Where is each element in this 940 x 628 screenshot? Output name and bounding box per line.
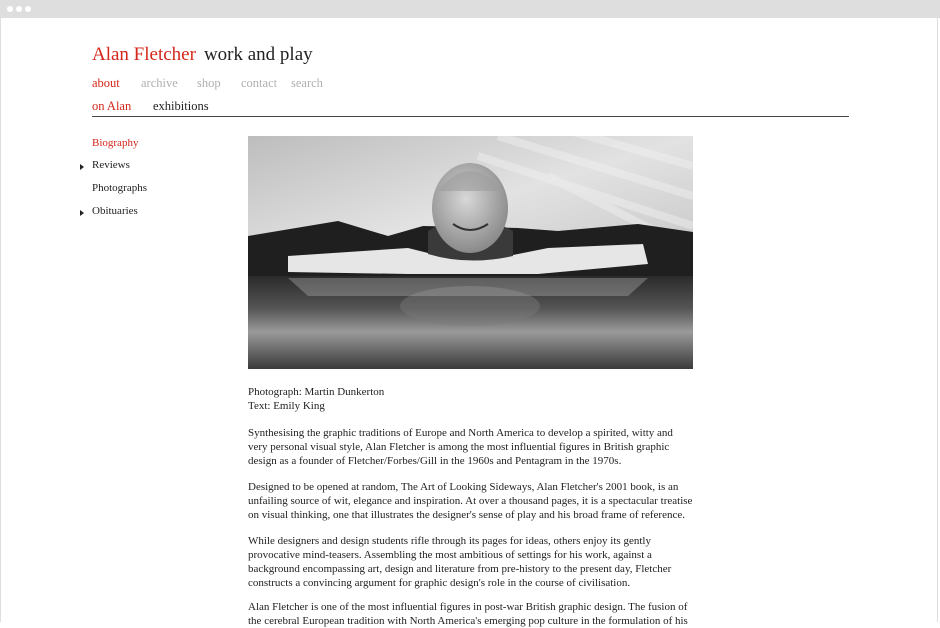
body-paragraph: Alan Fletcher is one of the most influential figures in post-war British graphic design. The fusion of the cerebral European tradition with North America's emerging pop culture in the formulation of his <box>248 601 688 627</box>
nav-contact[interactable]: contact <box>241 76 278 90</box>
site-tagline: work and play <box>203 44 313 65</box>
photo-credit: Photograph: Martin Dunkerton <box>248 386 385 398</box>
nav-shop[interactable]: shop <box>197 76 221 90</box>
nav-about[interactable]: about <box>92 76 120 90</box>
sidebar-item-obituaries[interactable]: Obituaries <box>92 205 138 217</box>
sidebar-item-biography[interactable]: Biography <box>92 137 139 149</box>
portrait-photo <box>248 136 693 369</box>
subnav-exhibitions[interactable]: exhibitions <box>153 99 209 113</box>
body-paragraph: Synthesising the graphic traditions of Europe and North America to develop a spirited, witty and very personal visual style, Alan Fletcher is among the most influential figures in British graphic design as a founder of Fletcher/Forbes/Gill in the 1960s and Pentagram in the 1970s. <box>248 427 673 467</box>
window-dot-icon <box>25 6 31 12</box>
browser-chrome <box>0 0 940 18</box>
window-dot-icon <box>7 6 13 12</box>
text-credit: Text: Emily King <box>248 400 325 412</box>
site-title[interactable] <box>92 44 313 66</box>
body-paragraph: Designed to be opened at random, The Art of Looking Sideways, Alan Fletcher's 2001 book, is an unfailing source of wit, elegance and inspiration. At over a thousand pages, it is a spectacular treatise on visual thinking, one that illustrates the designer's sense of play and his broad frame of reference. <box>248 481 693 521</box>
page <box>0 18 938 627</box>
sidebar-item-reviews[interactable]: Reviews <box>92 159 130 171</box>
expand-arrow-icon[interactable] <box>80 210 84 216</box>
sidebar-item-photographs[interactable]: Photographs <box>92 182 147 194</box>
photo-credits <box>248 385 384 413</box>
body-paragraph: While designers and design students rifle through its pages for ideas, others enjoy its gently provocative mind-teasers. Assembling the most ambitious of settings for his work, against a background encompassing art, design and literature from pre-history to the present day, Fletcher constructs a convincing argument for graphic design's role in the course of civilisation. <box>248 535 672 589</box>
nav-search[interactable]: search <box>291 76 323 90</box>
subnav-on-alan[interactable]: on Alan <box>92 99 132 113</box>
site-name[interactable]: Alan Fletcher <box>92 44 196 65</box>
expand-arrow-icon[interactable] <box>80 164 84 170</box>
nav-archive[interactable]: archive <box>141 76 178 90</box>
window-dot-icon <box>16 6 22 12</box>
header-divider <box>92 116 849 117</box>
